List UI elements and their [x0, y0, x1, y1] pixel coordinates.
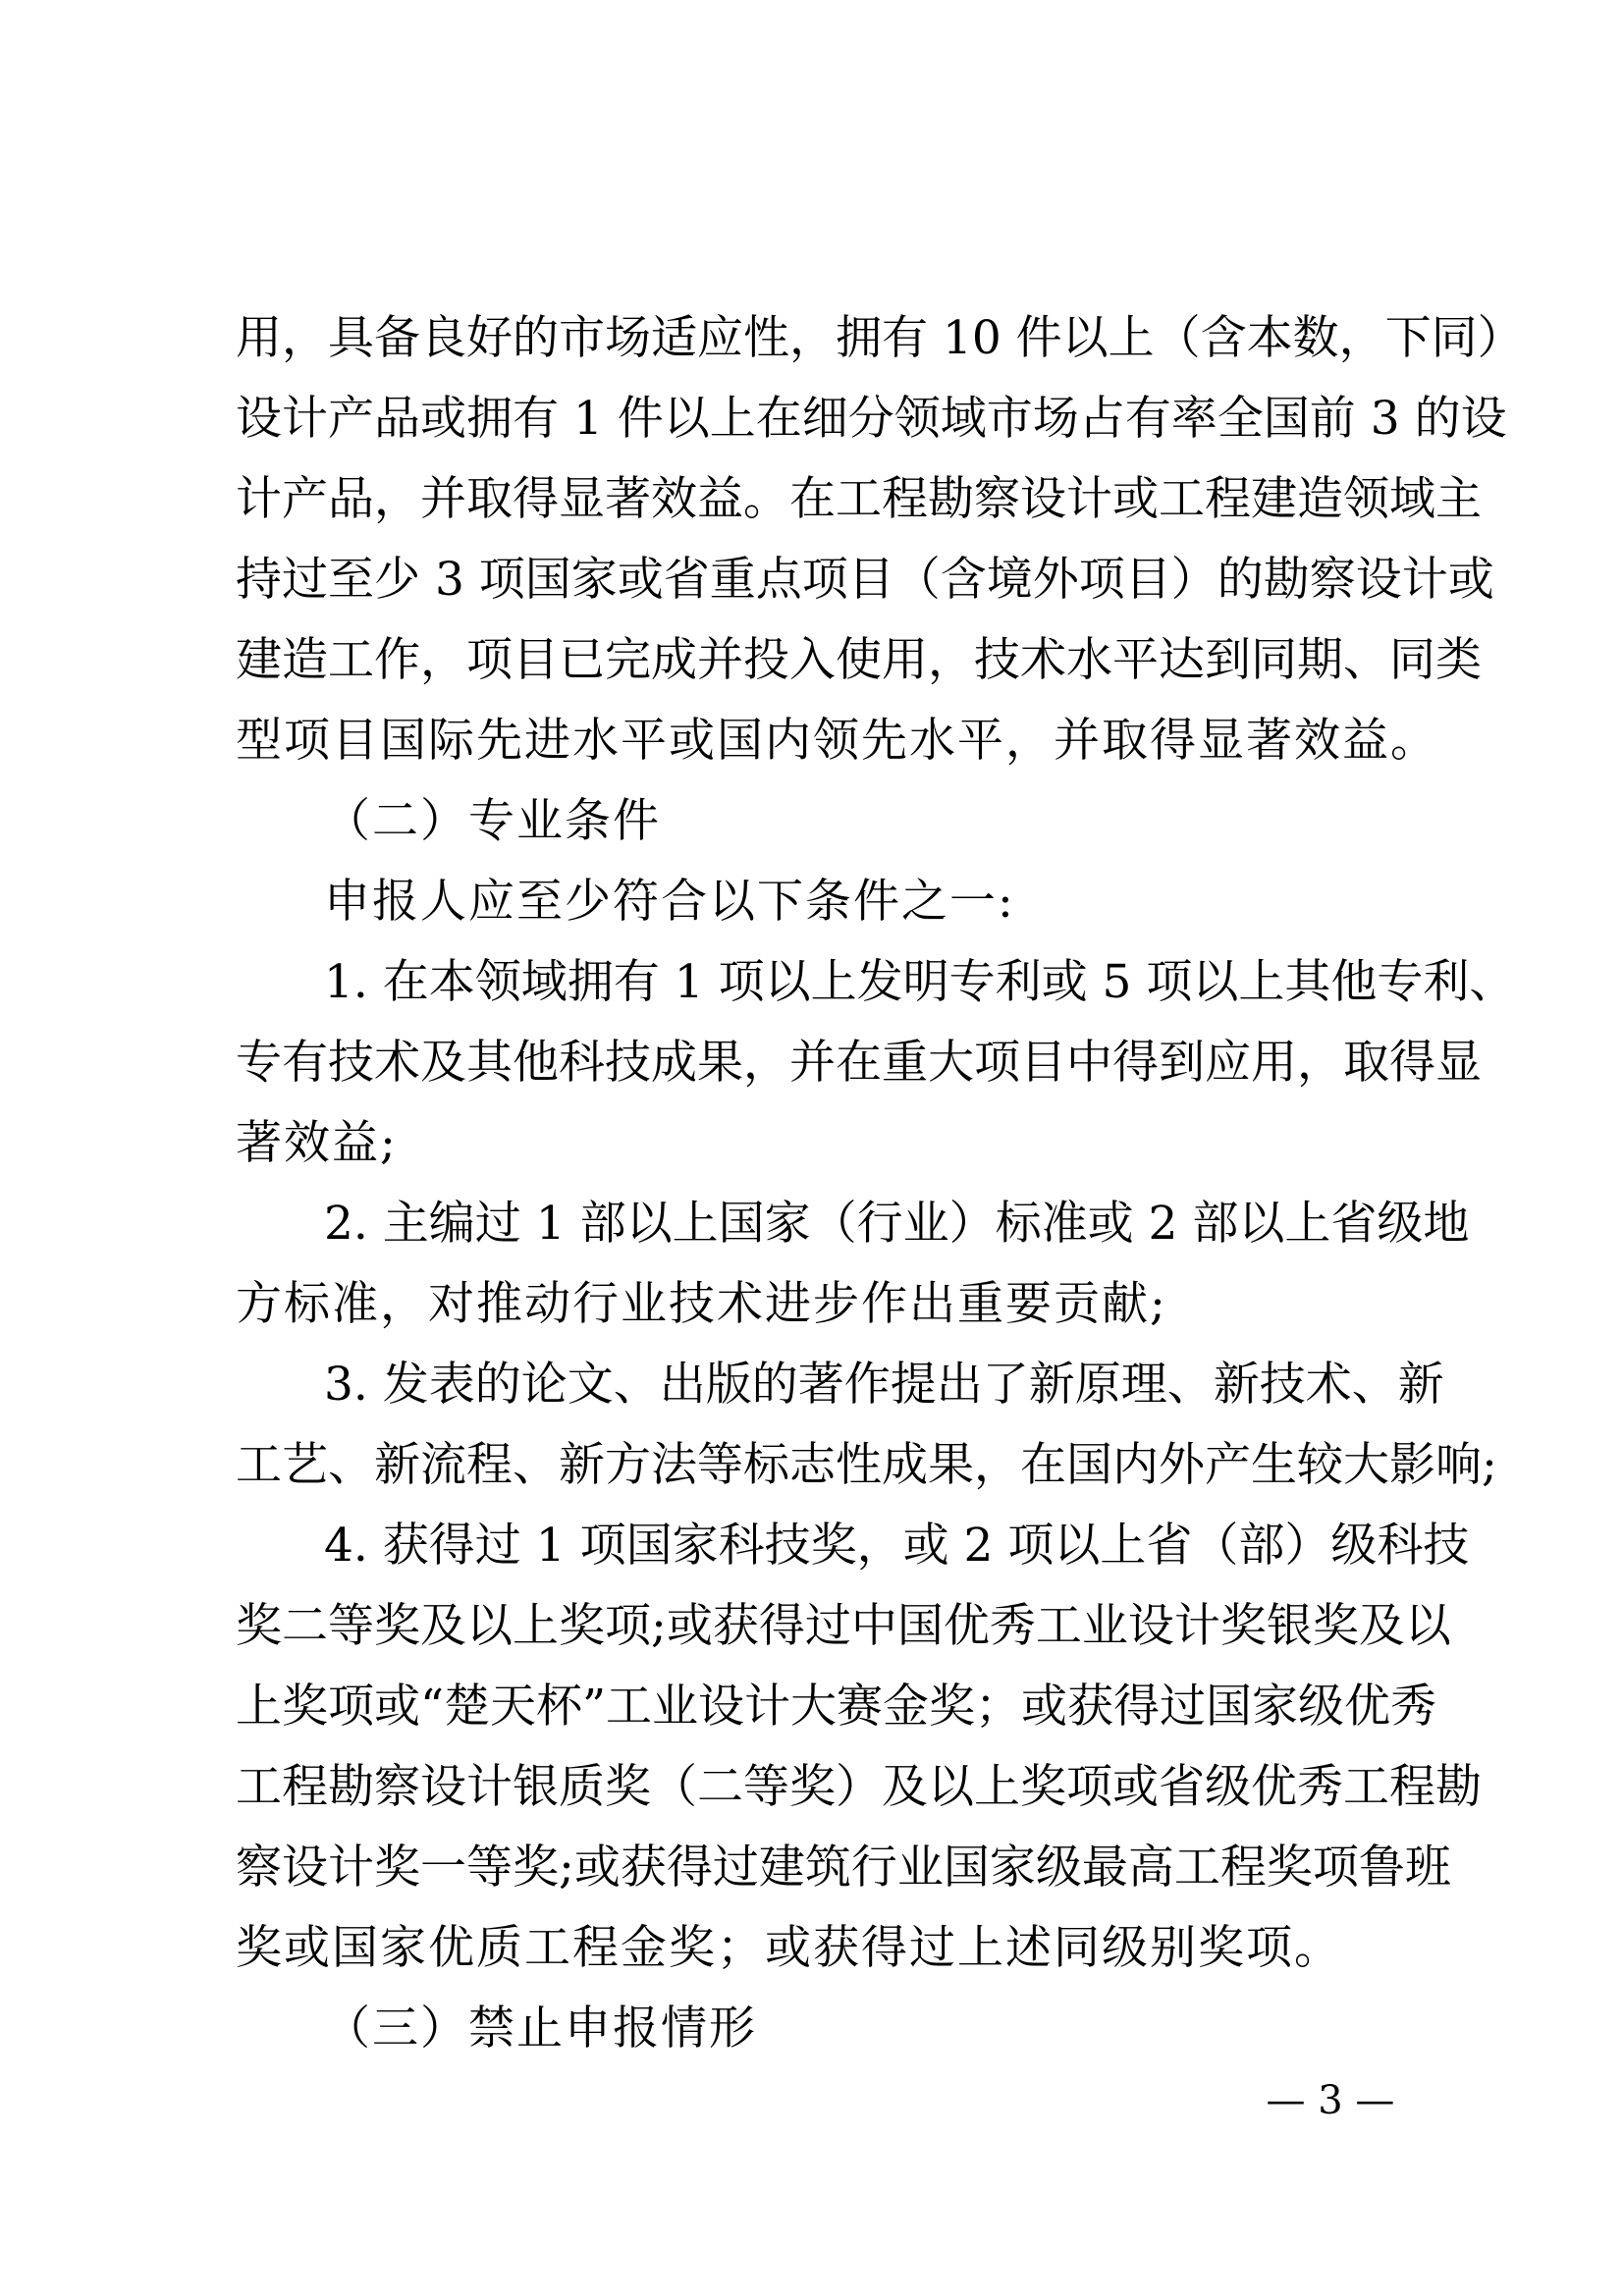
body-text-line: 计产品，并取得显著效益。在工程勘察设计或工程建造领域主: [236, 472, 1482, 526]
body-text-line: 设计产品或拥有 1 件以上在细分领域市场占有率全国前 3 的设: [236, 392, 1507, 446]
list-item-3-line: 3. 发表的论文、出版的著作提出了新原理、新技术、新: [324, 1358, 1444, 1412]
list-item-4-line: 上奖项或“楚天杯”工业设计大赛金奖；或获得过国家级优秀: [236, 1680, 1437, 1734]
list-item-4-line: 察设计奖一等奖;或获得过建筑行业国家级最高工程奖项鲁班: [236, 1841, 1451, 1895]
section-heading-prohibited-cases: （三）禁止申报情形: [324, 2002, 757, 2056]
list-item-2-line: 方标准，对推动行业技术进步作出重要贡献;: [236, 1277, 1167, 1331]
list-item-1-line: 1. 在本领域拥有 1 项以上发明专利或 5 项以上其他专利、: [324, 955, 1516, 1009]
body-text-line: 持过至少 3 项国家或省重点项目（含境外项目）的勘察设计或: [236, 553, 1494, 607]
body-text-line: 型项目国际先进水平或国内领先水平，并取得显著效益。: [236, 714, 1438, 768]
page-number: — 3 —: [1266, 2078, 1395, 2123]
body-text-line: 用，具备良好的市场适应性，拥有 10 件以上（含本数，下同）: [236, 311, 1524, 365]
body-text-line: 申报人应至少符合以下条件之一:: [324, 875, 1015, 929]
list-item-4-line: 奖二等奖及以上奖项;或获得过中国优秀工业设计奖银奖及以: [236, 1599, 1451, 1653]
list-item-4-line: 4. 获得过 1 项国家科技奖，或 2 项以上省（部）级科技: [324, 1519, 1470, 1573]
list-item-2-line: 2. 主编过 1 部以上国家（行业）标准或 2 部以上省级地: [324, 1197, 1470, 1251]
list-item-3-line: 工艺、新流程、新方法等标志性成果，在国内外产生较大影响;: [236, 1438, 1497, 1492]
list-item-4-line: 奖或国家优质工程金奖；或获得过上述同级别奖项。: [236, 1921, 1342, 1975]
list-item-1-line: 著效益;: [236, 1116, 398, 1170]
list-item-1-line: 专有技术及其他科技成果，并在重大项目中得到应用，取得显: [236, 1036, 1482, 1090]
body-text-line: 建造工作，项目已完成并投入使用，技术水平达到同期、同类: [236, 633, 1482, 687]
section-heading-professional-conditions: （二）专业条件: [324, 794, 661, 848]
list-item-4-line: 工程勘察设计银质奖（二等奖）及以上奖项或省级优秀工程勘: [236, 1760, 1482, 1814]
